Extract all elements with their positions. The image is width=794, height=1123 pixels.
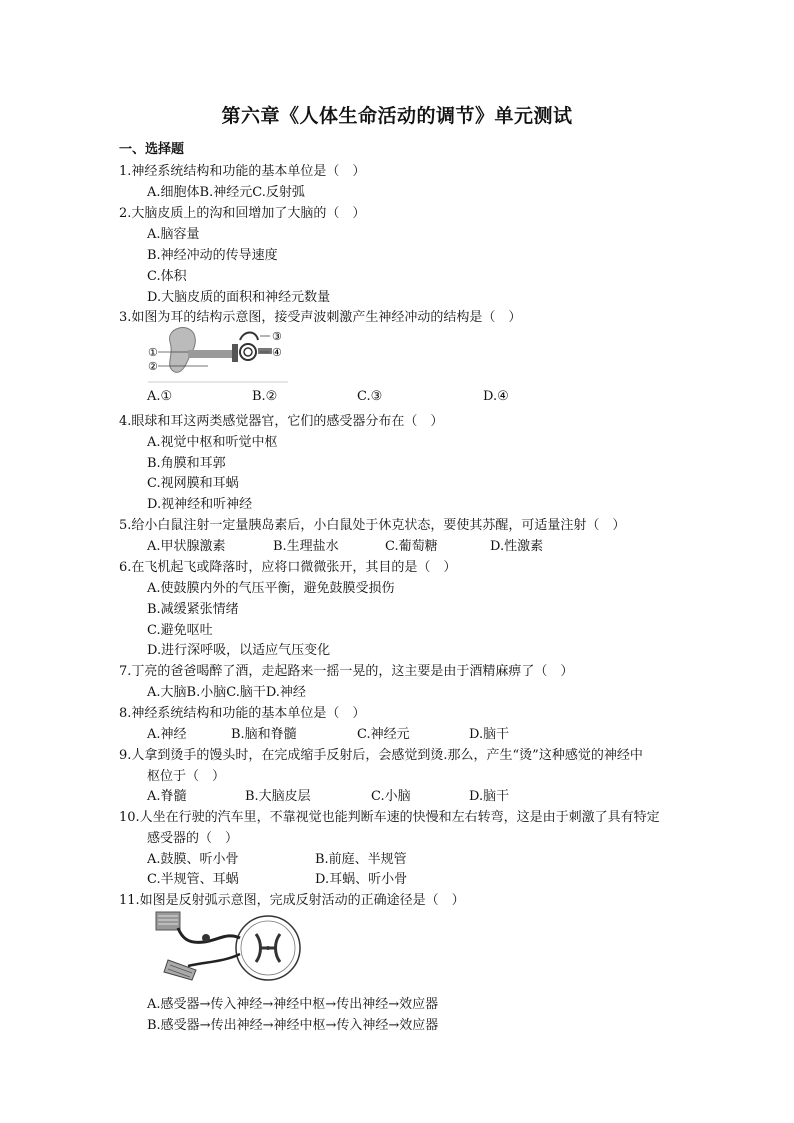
question-6-option-b: B.减缓紧张情绪 (147, 602, 239, 617)
question-2-option-d: D.大脑皮质的面积和神经元数量 (147, 290, 331, 305)
question-4-option-d: D.视神经和听神经 (147, 497, 253, 512)
question-1-stem: 1.神经系统结构和功能的基本单位是（ ） (119, 164, 366, 179)
question-1-options: A.细胞体B.神经元C.反射弧 (147, 185, 305, 200)
question-10-stem-line1: 10.人坐在行驶的汽车里，不靠视觉也能判断车速的快慢和左右转弯，这是由于刺激了具有特定 (119, 810, 660, 825)
question-6-option-c: C.避免呕吐 (147, 623, 213, 638)
question-9-option-a: A.脊髓 (147, 789, 187, 804)
ear-label-1: ① (148, 346, 158, 359)
question-5-option-a: A.甲状腺激素 (147, 539, 226, 554)
question-3-option-c: C.③ (357, 389, 383, 404)
question-10-option-a: A.鼓膜、听小骨 (147, 852, 239, 867)
question-3-option-d: D.④ (483, 389, 509, 404)
question-10-option-b: B.前庭、半规管 (315, 852, 407, 867)
question-5-option-d: D.性激素 (490, 539, 544, 554)
ear-structure-figure (148, 324, 288, 386)
question-2-option-a: A.脑容量 (147, 227, 200, 242)
question-6-stem: 6.在飞机起飞或降落时，应将口微微张开，其目的是（ ） (119, 560, 457, 575)
question-10-option-c: C.半规管、耳蜗 (147, 872, 239, 887)
question-11-option-a: A.感受器→传入神经→神经中枢→传出神经→效应器 (147, 997, 439, 1012)
question-2-option-c: C.体积 (147, 269, 187, 284)
page-title: 第六章《人体生命活动的调节》单元测试 (221, 105, 573, 127)
question-9-option-d: D.脑干 (469, 789, 510, 804)
question-8-option-d: D.脑干 (469, 727, 510, 742)
question-4-stem: 4.眼球和耳这两类感觉器官，它们的感受器分布在（ ） (119, 414, 444, 429)
question-9-stem-line2: 枢位于（ ） (147, 769, 226, 784)
ear-label-4: ④ (272, 346, 282, 359)
question-6-option-d: D.进行深呼吸，以适应气压变化 (147, 643, 331, 658)
question-4-option-b: B.角膜和耳郭 (147, 456, 226, 471)
question-5-stem: 5.给小白鼠注射一定量胰岛素后，小白鼠处于休克状态，要使其苏醒，可适量注射（ ） (119, 518, 626, 533)
question-5-option-c: C.葡萄糖 (385, 539, 438, 554)
question-11-option-b: B.感受器→传出神经→神经中枢→传入神经→效应器 (147, 1018, 439, 1033)
reflex-arc-figure (148, 908, 308, 986)
question-5-option-b: B.生理盐水 (273, 539, 339, 554)
question-9-option-c: C.小脑 (371, 789, 411, 804)
question-11-stem: 11.如图是反射弧示意图，完成反射活动的正确途径是（ ） (119, 893, 465, 908)
question-10-option-d: D.耳蜗、听小骨 (315, 872, 408, 887)
question-2-option-b: B.神经冲动的传导速度 (147, 248, 278, 263)
question-3-option-b: B.② (252, 389, 278, 404)
question-9-stem-line1: 9.人拿到烫手的馒头时，在完成缩手反射后，会感觉到烫.那么，产生“烫”这种感觉的神经中 (119, 748, 643, 763)
question-3-stem: 3.如图为耳的结构示意图，接受声波刺激产生神经冲动的结构是（ ） (119, 310, 522, 325)
question-9-option-b: B.大脑皮层 (245, 789, 311, 804)
question-2-stem: 2.大脑皮质上的沟和回增加了大脑的（ ） (119, 206, 366, 221)
question-4-option-c: C.视网膜和耳蜗 (147, 476, 239, 491)
ear-label-2: ② (148, 360, 158, 373)
ear-label-3: ③ (272, 330, 282, 343)
question-10-stem-line2: 感受器的（ ） (147, 831, 239, 846)
question-3-option-a: A.① (147, 389, 173, 404)
section-heading: 一、选择题 (119, 142, 185, 157)
question-4-option-a: A.视觉中枢和听觉中枢 (147, 435, 278, 450)
question-8-option-c: C.神经元 (357, 727, 410, 742)
question-8-stem: 8.神经系统结构和功能的基本单位是（ ） (119, 706, 366, 721)
question-7-options: A.大脑B.小脑C.脑干D.神经 (147, 685, 306, 700)
question-6-option-a: A.使鼓膜内外的气压平衡，避免鼓膜受损伤 (147, 581, 395, 596)
question-8-option-a: A.神经 (147, 727, 187, 742)
question-8-option-b: B.脑和脊髓 (231, 727, 297, 742)
question-7-stem: 7.丁亮的爸爸喝醉了酒，走起路来一摇一晃的，这主要是由于酒精麻痹了（ ） (119, 664, 574, 679)
